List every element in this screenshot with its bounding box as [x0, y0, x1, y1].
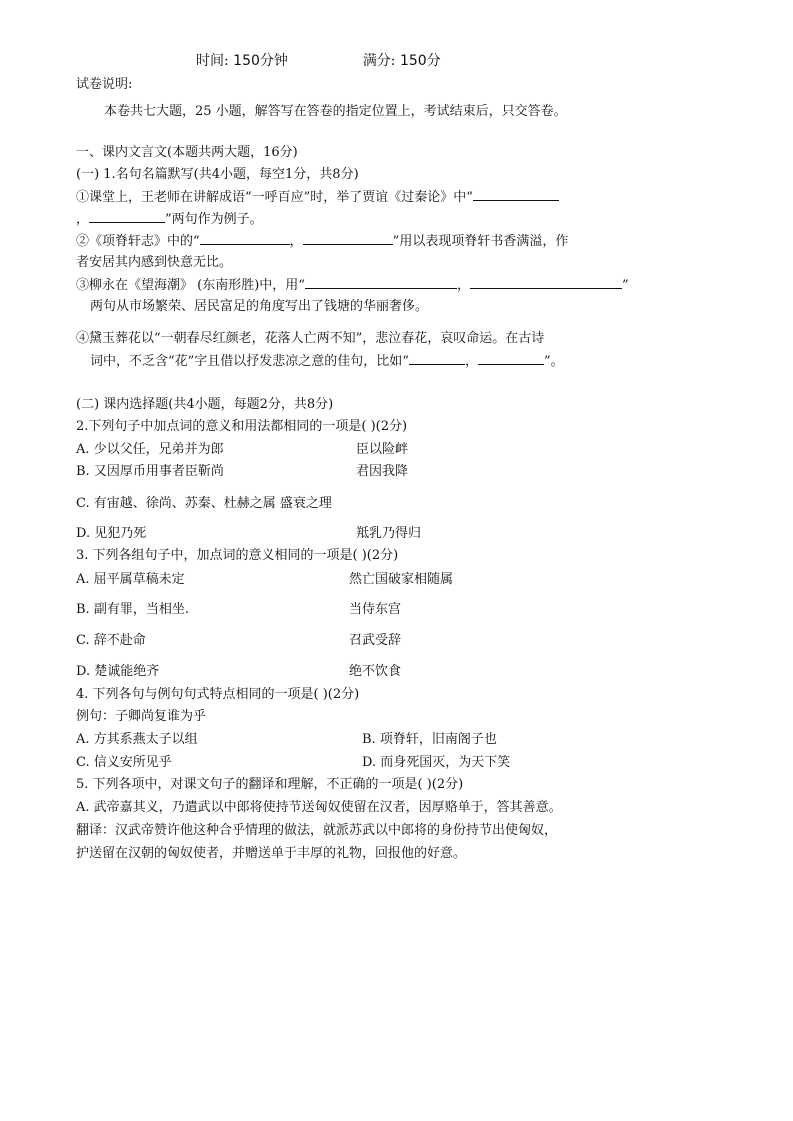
q4-option-a: A. 方其系燕太子以组: [76, 732, 198, 747]
q2-option-d: D. 见犯乃死: [76, 526, 147, 541]
q1b-comma: ，: [289, 234, 303, 249]
q3-option-a-compare: 然亡国破家相随属: [349, 572, 454, 587]
q1d-comma: ，: [464, 354, 478, 369]
q5-translation-line1: 翻译：汉武帝赞许他这种合乎情理的做法，就派苏武以中郎将的身份持节出使匈奴，: [76, 823, 558, 838]
score-label: 满分:: [362, 53, 396, 69]
q3-stem: 3. 下列各组句子中，加点词的意义相同的一项是( )(2分): [76, 548, 399, 563]
q1b-tail: ”用以表现项脊轩书香满溢，作: [392, 234, 569, 249]
answer-blank[interactable]: [200, 232, 290, 245]
q4-stem: 4. 下列各句与例句句式特点相同的一项是( )(2分): [76, 687, 360, 702]
q1d-line1: ④黛玉葬花以“一朝春尽红颜老，花落人亡两不知”，悲泣春花，哀叹命运。在古诗: [76, 331, 545, 346]
exam-header: [196, 52, 441, 70]
score-value: 150分: [399, 53, 441, 69]
q3-option-d-compare: 绝不饮食: [349, 664, 402, 679]
section1-title: 一、课内文言文(本题共两大题，16分): [76, 145, 298, 160]
q4-option-d: D. 而身死国灭，为天下笑: [362, 755, 511, 770]
q1a-tail: ”两句作为例子。: [165, 212, 263, 227]
q2-option-b: B. 又因厚币用事者臣靳尚: [76, 464, 224, 479]
q3-option-d: D. 楚诚能绝齐: [76, 664, 160, 679]
q2-option-b-compare: 君因我降: [356, 464, 409, 479]
q1b-line1: [76, 232, 568, 251]
answer-blank[interactable]: [478, 352, 544, 365]
q2-option-c: C. 有宙越、徐尚、苏秦、杜赫之属 盛衰之理: [76, 496, 332, 511]
q2-option-a-compare: 臣以险衅: [356, 442, 409, 457]
q1c-tail: ”: [621, 278, 629, 293]
part1-title: (一) 1.名句名篇默写(共4小题，每空1分，共8分): [76, 167, 359, 182]
q1a-comma: ，: [76, 212, 90, 227]
q1b-text: ②《项脊轩志》中的“: [76, 234, 200, 249]
q1a-line2: [76, 210, 263, 229]
q1c-text: ③柳永在《望海潮》 (东南形胜)中，用“: [76, 278, 305, 293]
part2-title: (二) 课内选择题(共4小题，每题2分，共8分): [76, 397, 334, 412]
q1d-line2: [90, 352, 564, 371]
q3-option-a: A. 屈平属草稿未定: [76, 572, 185, 587]
answer-blank[interactable]: [470, 276, 622, 289]
q1c-comma: ，: [456, 278, 470, 293]
time-label: 时间:: [196, 53, 229, 69]
q4-example: 例句：子卿尚复谁为乎: [76, 709, 207, 724]
q1b-line2: 者安居其内感到快意无比。: [76, 255, 233, 270]
q2-option-d-compare: 羝乳乃得归: [356, 526, 422, 541]
q1a-line1: [76, 188, 559, 207]
q1c-line2: 两句从市场繁荣、居民富足的角度写出了钱塘的华丽奢侈。: [90, 299, 429, 314]
time-value: 150分钟: [233, 53, 288, 69]
q1c-line1: [76, 276, 629, 295]
answer-blank[interactable]: [89, 210, 165, 223]
q4-option-c: C. 信义安所见乎: [76, 755, 172, 770]
q3-option-b-compare: 当侍东宫: [349, 602, 402, 617]
q2-stem: 2.下列句子中加点词的意义和用法都相同的一项是( )(2分): [76, 419, 408, 434]
answer-blank[interactable]: [305, 276, 457, 289]
q3-option-c: C. 辞不赴命: [76, 633, 146, 648]
q4-option-b: B. 项脊轩，旧南阁子也: [362, 732, 497, 747]
q1d-text: 词中，不乏含“花”字且借以抒发悲凉之意的佳句，比如“: [90, 354, 409, 369]
q1a-text: ①课堂上，王老师在讲解成语“一呼百应”时，举了贾谊《过秦论》中“: [76, 190, 473, 205]
answer-blank[interactable]: [409, 352, 465, 365]
q3-option-b: B. 副有罪，当相坐.: [76, 602, 189, 617]
instructions-title: 试卷说明:: [76, 77, 133, 92]
q1d-tail: ”。: [543, 354, 564, 369]
q5-option-a: A. 武帝嘉其义，乃遣武以中郎将使持节送匈奴使留在汉者，因厚赂单于，答其善意。: [76, 800, 562, 815]
q2-option-a: A. 少以父任，兄弟并为郎: [76, 442, 224, 457]
instructions-text: 本卷共七大题，25 小题，解答写在答卷的指定位置上，考试结束后，只交答卷。: [104, 104, 567, 119]
q5-stem: 5. 下列各项中，对课文句子的翻译和理解，不正确的一项是( )(2分): [76, 777, 464, 792]
q3-option-c-compare: 召武受辞: [349, 633, 402, 648]
answer-blank[interactable]: [473, 188, 559, 201]
q5-translation-line2: 护送留在汉朝的匈奴使者，并赠送单于丰厚的礼物，回报他的好意。: [76, 846, 467, 861]
answer-blank[interactable]: [303, 232, 393, 245]
